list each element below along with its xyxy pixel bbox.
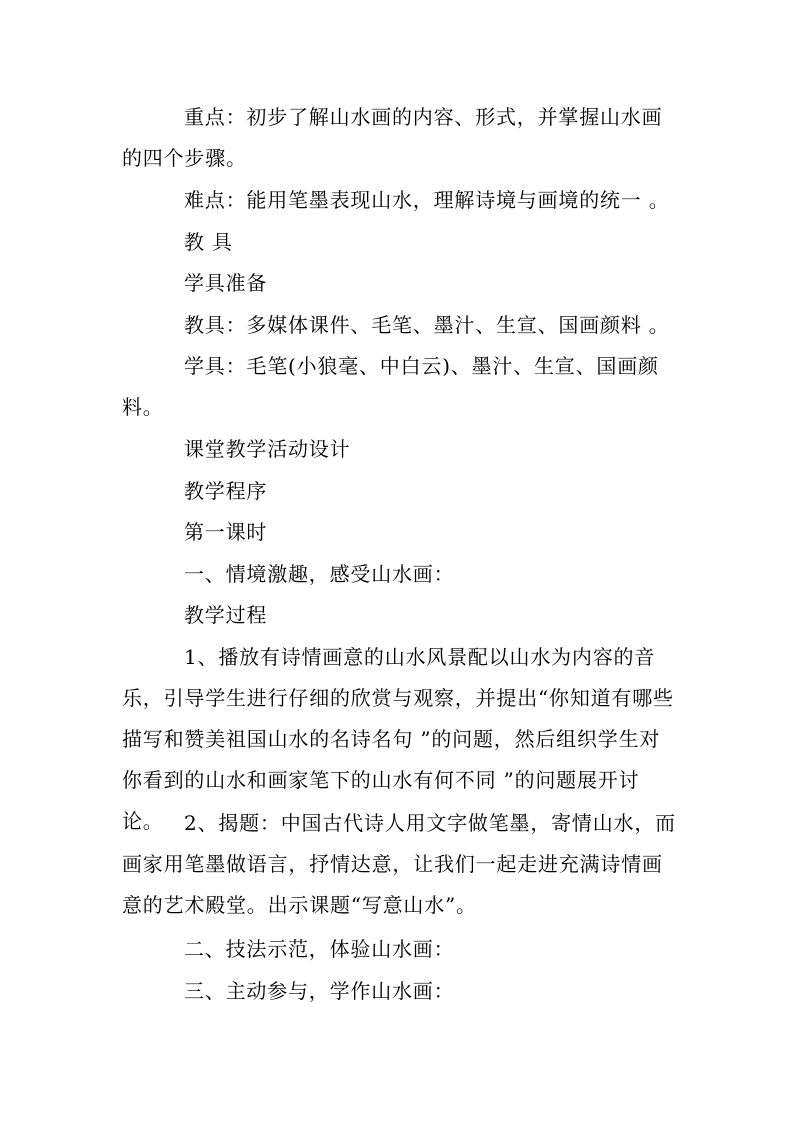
- paragraph-teacher-materials: 教具：多媒体课件、毛笔、墨汁、生宣、国画颜料 。: [184, 313, 670, 337]
- paragraph-teaching-process: 教学过程: [184, 603, 268, 627]
- paragraph-activity-design: 课堂教学活动设计: [184, 437, 351, 461]
- paragraph-section-one: 一、情境激趣，感受山水画：: [184, 562, 455, 586]
- paragraph-materials-heading: 学具准备: [184, 271, 268, 295]
- paragraph-difficulties: 难点：能用笔墨表现山水，理解诗境与画境的统一 。: [184, 188, 670, 212]
- paragraph-section-three: 三、主动参与，学作山水画：: [184, 979, 455, 1003]
- paragraph-step-two: 2、揭题：中国古代诗人用文字做笔墨，寄情山水，而画家用笔墨做语言，抒情达意，让我们一起走进充满诗情画意的艺术殿堂。出示课题“写意山水”。: [122, 811, 676, 917]
- paragraph-key-points: 重点：初步了解山水画的内容、形式，并掌握山水画的四个步骤。: [122, 105, 663, 170]
- paragraph-first-lesson: 第一课时: [184, 520, 268, 544]
- paragraph-step-one: 1、播放有诗情画意的山水风景配以山水为内容的音乐，引导学生进行仔细的欣赏与观察，并提出“你知道有哪些描写和赞美祖国山水的名诗名句 ”的问题，然后组织学生对你看到的山水和画家笔下的山水有何不同 ”的问题展开讨论。: [122, 645, 674, 833]
- paragraph-teaching-aids-heading: 教 具: [184, 230, 233, 254]
- paragraph-student-materials: 学具：毛笔(小狼毫、中白云)、墨汁、生宣、国画颜料。: [122, 354, 659, 419]
- paragraph-procedure: 教学程序: [184, 479, 268, 503]
- paragraph-section-two: 二、技法示范，体验山水画：: [184, 937, 455, 961]
